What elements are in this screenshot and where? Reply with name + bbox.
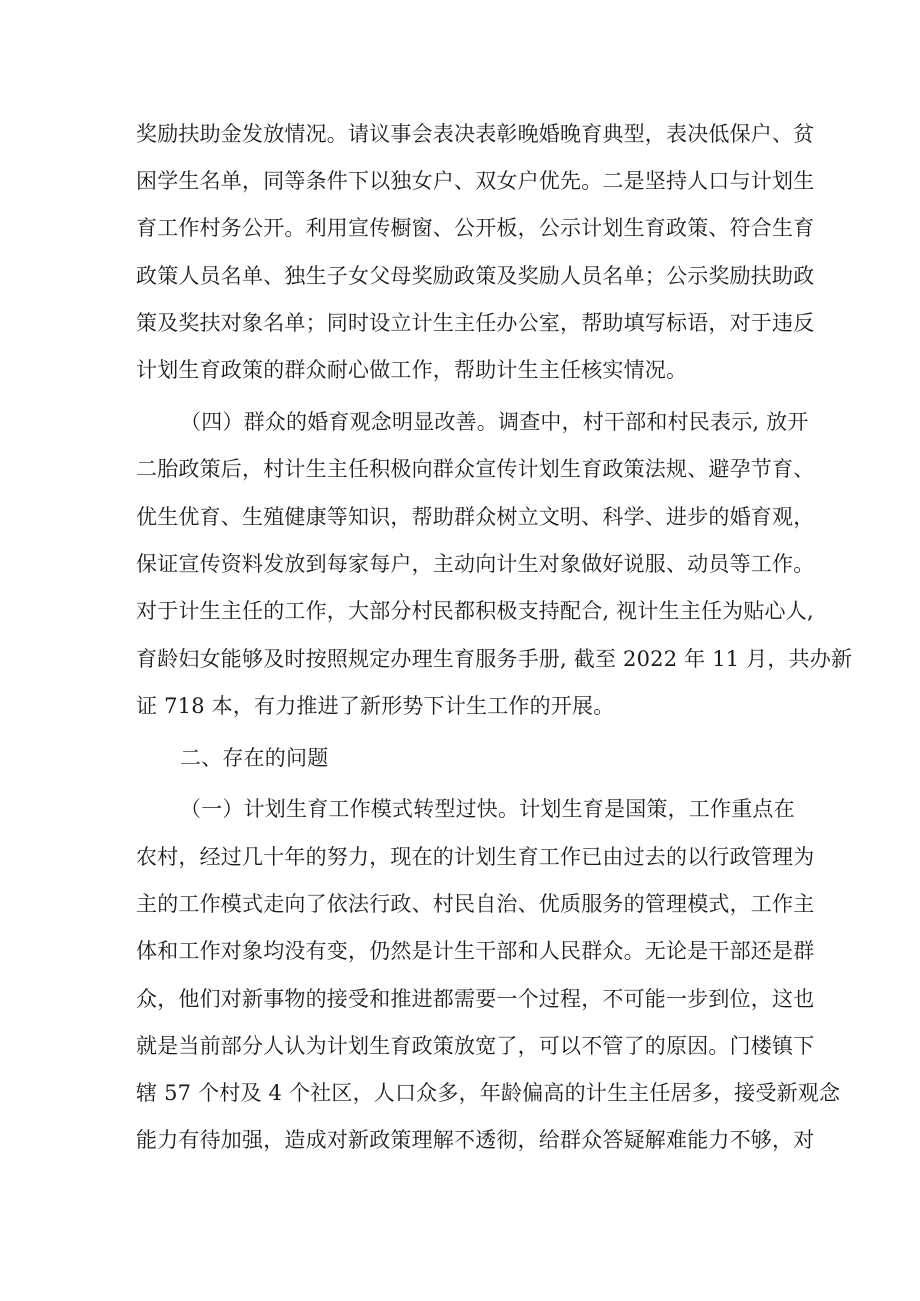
paragraph-3-line-3: 主的工作模式走向了依法行政、村民自治、优质服务的管理模式，工作主 <box>136 892 815 916</box>
paragraph-1-line-6: 计划生育政策的群众耐心做工作，帮助计生主任核实情况。 <box>136 358 688 382</box>
paragraph-2-line-3: 优生优育、生殖健康等知识，帮助群众树立文明、科学、进步的婚育观， <box>136 505 815 529</box>
paragraph-2-line-1: （四）群众的婚育观念明显改善。调查中，村干部和村民表示, 放开 <box>180 410 809 434</box>
paragraph-1-line-1: 奖励扶助金发放情况。请议事会表决表彰晚婚晚育典型，表决低保户、贫 <box>136 122 815 146</box>
paragraph-1-line-2: 困学生名单，同等条件下以独女户、双女户优先。二是坚持人口与计划生 <box>136 169 815 193</box>
paragraph-2-line-5: 对于计生主任的工作，大部分村民都积极支持配合, 视计生主任为贴心人, <box>136 599 814 623</box>
paragraph-2-line-7: 证 718 本，有力推进了新形势下计生工作的开展。 <box>136 694 615 718</box>
paragraph-3-line-5: 众，他们对新事物的接受和推进都需要一个过程，不可能一步到位，这也 <box>136 987 815 1011</box>
paragraph-3-line-4: 体和工作对象均没有变，仍然是计生干部和人民群众。无论是干部还是群 <box>136 939 815 963</box>
section-heading: 二、存在的问题 <box>180 746 329 770</box>
paragraph-2-line-2: 二胎政策后，村计生主任积极向群众宣传计划生育政策法规、避孕节育、 <box>136 457 815 481</box>
paragraph-2-line-4: 保证宣传资料发放到每家每户，主动向计生对象做好说服、动员等工作。 <box>136 552 815 576</box>
paragraph-1-line-3: 育工作村务公开。利用宣传橱窗、公开板，公示计划生育政策、符合生育 <box>136 216 815 240</box>
paragraph-3-line-6: 就是当前部分人认为计划生育政策放宽了，可以不管了的原因。门楼镇下 <box>136 1034 815 1058</box>
paragraph-3-line-8: 能力有待加强，造成对新政策理解不透彻，给群众答疑解难能力不够，对 <box>136 1128 815 1152</box>
paragraph-3-line-2: 农村，经过几十年的努力，现在的计划生育工作已由过去的以行政管理为 <box>136 845 815 869</box>
paragraph-3-line-1: （一）计划生育工作模式转型过快。计划生育是国策，工作重点在 <box>180 797 795 821</box>
paragraph-1-line-4: 政策人员名单、独生子女父母奖励政策及奖励人员名单；公示奖励扶助政 <box>136 264 815 288</box>
paragraph-3-line-7: 辖 57 个村及 4 个社区，人口众多，年龄偏高的计生主任居多，接受新观念 <box>136 1081 841 1105</box>
paragraph-2-line-6: 育龄妇女能够及时按照规定办理生育服务手册, 截至 2022 年 11 月，共办新 <box>136 647 853 671</box>
paragraph-1-line-5: 策及奖扶对象名单；同时设立计生主任办公室，帮助填写标语，对于违反 <box>136 311 815 335</box>
